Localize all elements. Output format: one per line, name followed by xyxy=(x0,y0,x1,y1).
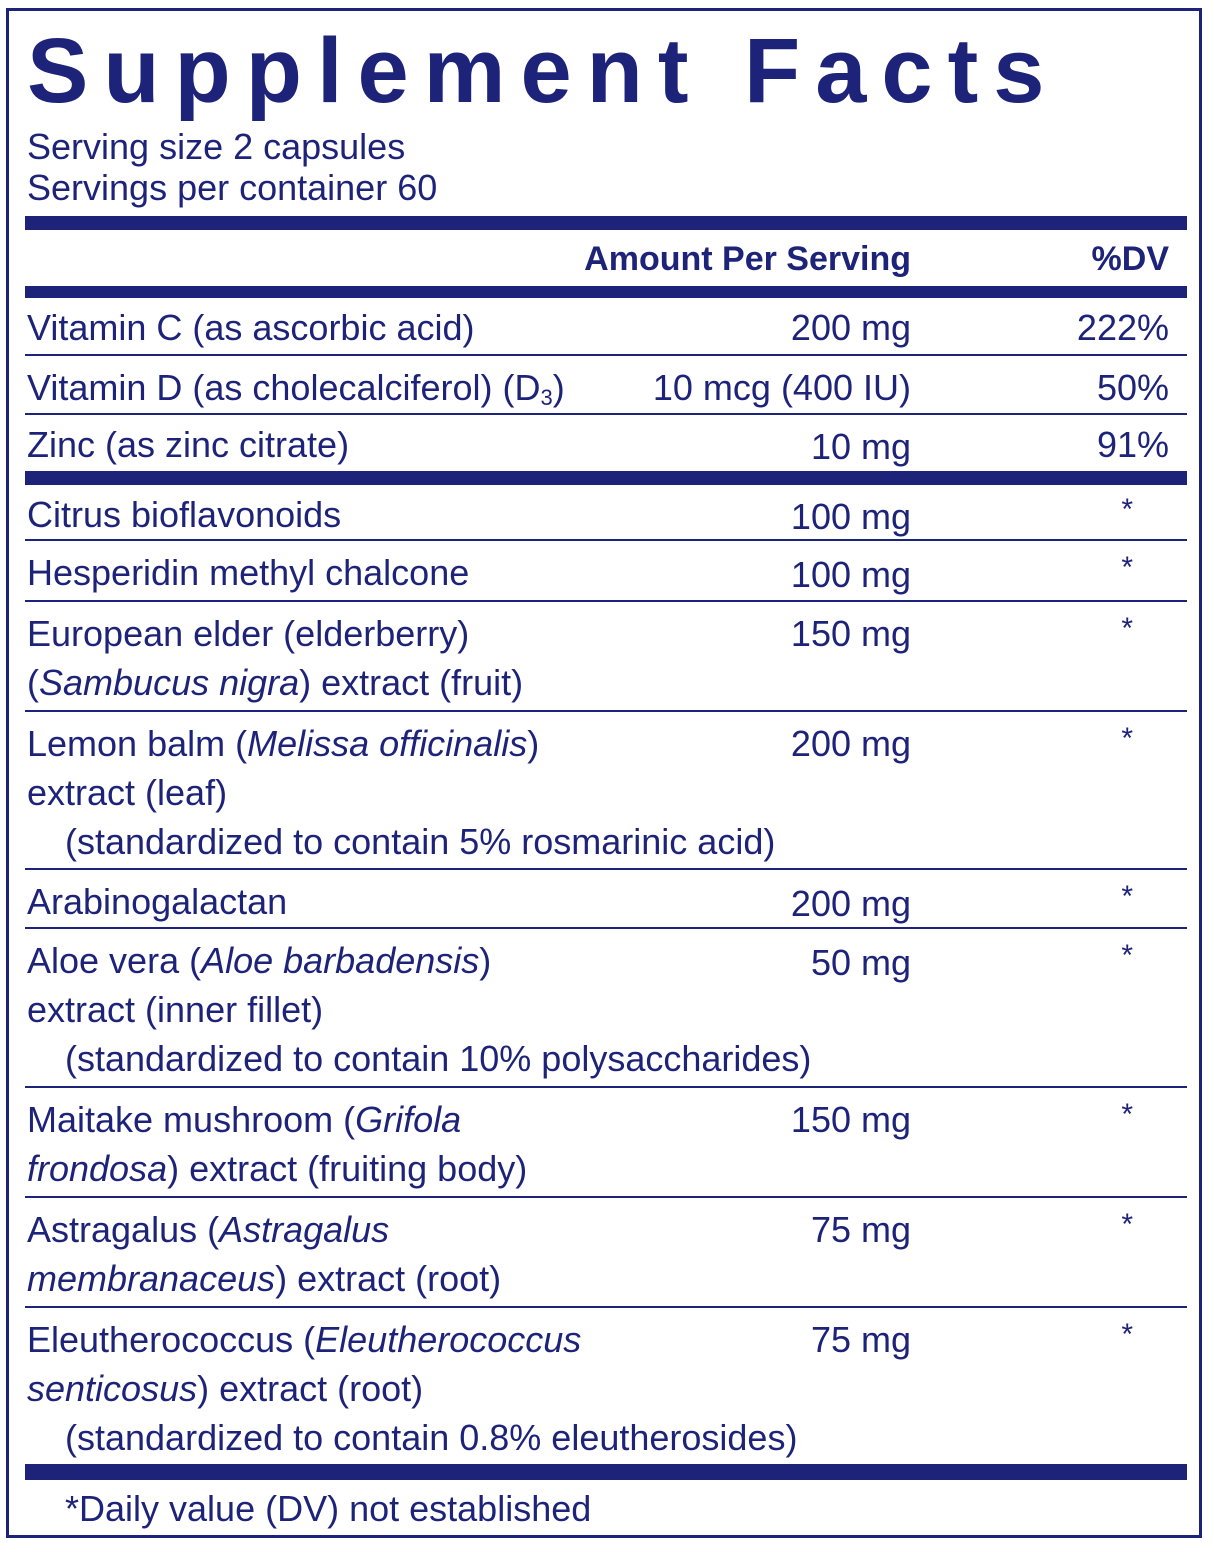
nutrient-amount: 10 mg xyxy=(810,426,911,467)
ingredient-name: Arabinogalactan xyxy=(27,881,288,922)
row-divider xyxy=(25,1196,1187,1198)
ingredient-name: European elder (elderberry) (Sambucus nigra) extract (fruit) xyxy=(27,613,524,703)
ingredient-dv: * xyxy=(1121,1098,1133,1131)
ingredient-dv: * xyxy=(1121,551,1133,584)
ingredient-amount: 75 mg xyxy=(810,1319,911,1360)
ingredient-amount: 200 mg xyxy=(790,883,911,924)
serving-size: Serving size 2 capsules xyxy=(27,126,406,167)
ingredient-name: Hesperidin methyl chalcone xyxy=(27,552,470,593)
ingredient-amount: 150 mg xyxy=(790,1099,911,1140)
ingredient-name: Eleutherococcus (Eleutherococcus senticosus) extract (root) (standardized to contain 0.8% eleutherosides) xyxy=(27,1319,798,1458)
ingredient-amount: 100 mg xyxy=(790,496,911,537)
ingredient-dv: * xyxy=(1121,612,1133,645)
thick-divider xyxy=(25,286,1187,298)
ingredient-dv: * xyxy=(1121,880,1133,913)
ingredient-amount: 200 mg xyxy=(790,723,911,764)
row-divider xyxy=(25,600,1187,602)
dv-header: %DV xyxy=(1091,240,1169,278)
ingredient-dv: * xyxy=(1121,939,1133,972)
ingredient-amount: 75 mg xyxy=(810,1209,911,1250)
nutrient-name: Vitamin D (as cholecalciferol) $(D_3)$ xyxy=(27,367,565,410)
row-divider xyxy=(25,927,1187,929)
ingredient-name: Aloe vera (Aloe barbadensis) extract (inner fillet) (standardized to contain 10% polysaccharides) xyxy=(27,940,812,1079)
row-divider xyxy=(25,868,1187,870)
nutrient-dv: 91% xyxy=(1096,424,1169,465)
amount-per-serving-header: Amount Per Serving xyxy=(584,240,911,278)
ingredient-name: Maitake mushroom (Grifola frondosa) extract (fruiting body) xyxy=(27,1099,528,1189)
nutrient-amount: 200 mg xyxy=(790,307,911,348)
thick-divider xyxy=(25,1464,1187,1480)
panel-title: Supplement Facts xyxy=(27,20,1060,122)
ingredient-amount: 50 mg xyxy=(810,942,911,983)
ingredient-name: Citrus bioflavonoids xyxy=(27,494,342,535)
supplement-facts-panel xyxy=(6,8,1202,1538)
ingredient-dv: * xyxy=(1121,1318,1133,1351)
thick-divider xyxy=(25,471,1187,485)
ingredient-dv: * xyxy=(1121,1208,1133,1241)
ingredient-name: Astragalus (Astragalus membranaceus) extract (root) xyxy=(27,1209,502,1299)
ingredient-amount: 150 mg xyxy=(790,613,911,654)
nutrient-amount: 10 mcg (400 IU) xyxy=(652,367,911,408)
row-divider xyxy=(25,1086,1187,1088)
ingredient-name: Lemon balm (Melissa officinalis) extract (leaf) (standardized to contain 5% rosmarinic acid) xyxy=(27,723,776,862)
dv-footnote: *Daily value (DV) not established xyxy=(65,1488,592,1529)
nutrient-dv: 222% xyxy=(1076,307,1169,348)
ingredient-dv: * xyxy=(1121,722,1133,755)
ingredient-amount: 100 mg xyxy=(790,554,911,595)
servings-per-container: Servings per container 60 xyxy=(27,167,438,208)
thick-divider xyxy=(25,216,1187,230)
row-divider xyxy=(25,539,1187,541)
row-divider xyxy=(25,710,1187,712)
row-divider xyxy=(25,1306,1187,1308)
nutrient-name: Zinc (as zinc citrate) xyxy=(27,424,350,465)
ingredient-dv: * xyxy=(1121,493,1133,526)
row-divider xyxy=(25,354,1187,356)
row-divider xyxy=(25,413,1187,415)
nutrient-name: Vitamin C (as ascorbic acid) xyxy=(27,307,475,348)
nutrient-dv: 50% xyxy=(1096,367,1169,408)
